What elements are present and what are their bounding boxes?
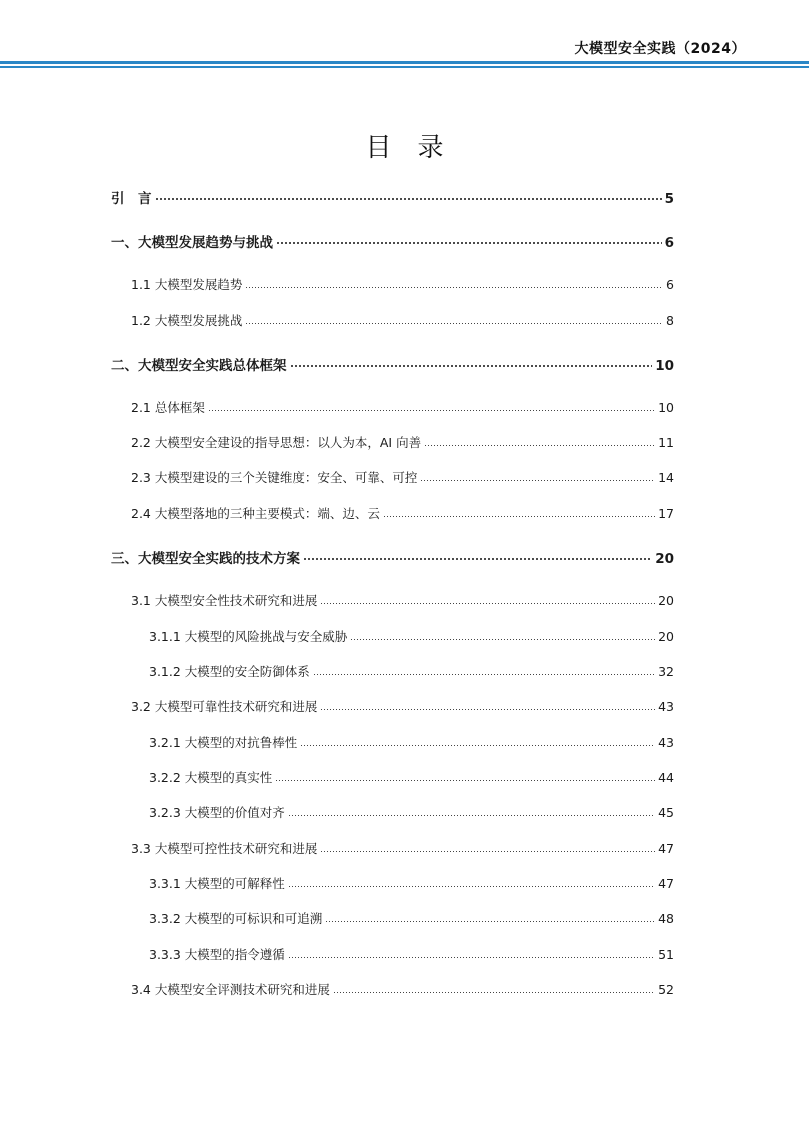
toc-entry[interactable] xyxy=(0,945,674,963)
toc-entry-label: 3.3.3 大模型的指令遵循 xyxy=(149,947,285,962)
dot-leader xyxy=(424,437,655,447)
toc-entry-label: 2.4 大模型落地的三种主要模式：端、边、云 xyxy=(131,506,380,521)
toc-entry-label: 引 言 xyxy=(111,191,152,207)
toc-entry-label: 3.2.2 大模型的真实性 xyxy=(149,770,273,785)
dot-leader xyxy=(320,595,655,605)
toc-entry[interactable] xyxy=(0,311,674,329)
toc-entry-page: 47 xyxy=(658,876,674,891)
toc-entry[interactable] xyxy=(0,187,674,205)
toc-entry[interactable] xyxy=(0,468,674,486)
dot-leader xyxy=(325,913,655,923)
toc-entry[interactable] xyxy=(0,627,674,645)
toc-entry-page: 5 xyxy=(664,191,674,207)
toc-entry[interactable] xyxy=(0,839,674,857)
toc-entry[interactable] xyxy=(0,547,674,565)
toc-entry-label: 3.3.2 大模型的可标识和可追溯 xyxy=(149,911,323,926)
toc-entry-page: 43 xyxy=(658,699,674,714)
dot-leader xyxy=(288,807,655,817)
toc-entry-label: 3.3.1 大模型的可解释性 xyxy=(149,876,285,891)
toc-entry-page: 32 xyxy=(658,664,674,679)
dot-leader xyxy=(303,551,652,561)
dot-leader xyxy=(320,843,655,853)
dot-leader xyxy=(333,984,655,994)
toc-entry[interactable] xyxy=(0,433,674,451)
toc-entry[interactable] xyxy=(0,275,674,293)
toc-entry-page: 17 xyxy=(658,506,674,521)
toc-entry-label: 二、大模型安全实践总体框架 xyxy=(111,358,287,374)
dot-leader xyxy=(420,472,655,482)
toc-entry-label: 3.1.1 大模型的风险挑战与安全威胁 xyxy=(149,629,348,644)
toc-entry-page: 20 xyxy=(655,551,674,567)
toc-entry-label: 1.1 大模型发展趋势 xyxy=(131,277,243,292)
toc-entry-page: 45 xyxy=(658,805,674,820)
toc-entry[interactable] xyxy=(0,980,674,998)
toc-entry[interactable] xyxy=(0,662,674,680)
toc-entry[interactable] xyxy=(0,591,674,609)
dot-leader xyxy=(155,191,662,201)
toc-entry-page: 20 xyxy=(658,629,674,644)
toc-entry-label: 3.2 大模型可靠性技术研究和进展 xyxy=(131,699,318,714)
toc-entry[interactable] xyxy=(0,733,674,751)
toc-entry-label: 2.2 大模型安全建设的指导思想：以人为本，AI 向善 xyxy=(131,435,422,450)
dot-leader xyxy=(275,772,655,782)
toc-entry-label: 3.1.2 大模型的安全防御体系 xyxy=(149,664,310,679)
toc-entry-label: 3.2.1 大模型的对抗鲁棒性 xyxy=(149,735,298,750)
toc-entry[interactable] xyxy=(0,231,674,249)
dot-leader xyxy=(288,878,655,888)
toc-entry[interactable] xyxy=(0,803,674,821)
toc-entry-label: 2.3 大模型建设的三个关键维度：安全、可靠、可控 xyxy=(131,470,418,485)
toc-entry-page: 6 xyxy=(664,235,674,251)
toc-entry-page: 20 xyxy=(658,593,674,608)
dot-leader xyxy=(313,666,655,676)
toc-entry[interactable] xyxy=(0,909,674,927)
toc-entry-label: 一、大模型发展趋势与挑战 xyxy=(111,235,273,251)
dot-leader xyxy=(320,701,655,711)
toc-entry-page: 6 xyxy=(666,277,674,292)
toc-entry-label: 三、大模型安全实践的技术方案 xyxy=(111,551,300,567)
toc-entry-page: 51 xyxy=(658,947,674,962)
dot-leader xyxy=(276,235,662,245)
toc-entry-label: 2.1 总体框架 xyxy=(131,400,205,415)
toc-entry[interactable] xyxy=(0,398,674,416)
toc-entry-page: 11 xyxy=(658,435,674,450)
toc-entry[interactable] xyxy=(0,768,674,786)
toc-entry-page: 48 xyxy=(658,911,674,926)
dot-leader xyxy=(383,508,655,518)
dot-leader xyxy=(300,737,655,747)
dot-leader xyxy=(208,402,655,412)
toc-entry-page: 14 xyxy=(658,470,674,485)
dot-leader xyxy=(245,279,663,289)
toc-entry-page: 10 xyxy=(655,358,674,374)
dot-leader xyxy=(350,631,655,641)
dot-leader xyxy=(245,315,663,325)
toc-entry-label: 1.2 大模型发展挑战 xyxy=(131,313,243,328)
toc-entry-label: 3.3 大模型可控性技术研究和进展 xyxy=(131,841,318,856)
toc-entry[interactable] xyxy=(0,697,674,715)
toc-title: 目录 xyxy=(365,133,470,163)
toc-entry[interactable] xyxy=(0,504,674,522)
dot-leader xyxy=(290,358,653,368)
toc-entry-page: 8 xyxy=(666,313,674,328)
toc-entry-page: 43 xyxy=(658,735,674,750)
dot-leader xyxy=(288,949,655,959)
toc-entry-label: 3.2.3 大模型的价值对齐 xyxy=(149,805,285,820)
toc-entry-page: 10 xyxy=(658,400,674,415)
toc-entry-page: 44 xyxy=(658,770,674,785)
toc-entry-label: 3.1 大模型安全性技术研究和进展 xyxy=(131,593,318,608)
toc-entry[interactable] xyxy=(0,874,674,892)
toc-entry-page: 52 xyxy=(658,982,674,997)
toc-entry-page: 47 xyxy=(658,841,674,856)
toc-entry[interactable] xyxy=(0,354,674,372)
header-title: 大模型安全实践（2024） xyxy=(574,41,746,57)
toc-entry-label: 3.4 大模型安全评测技术研究和进展 xyxy=(131,982,330,997)
